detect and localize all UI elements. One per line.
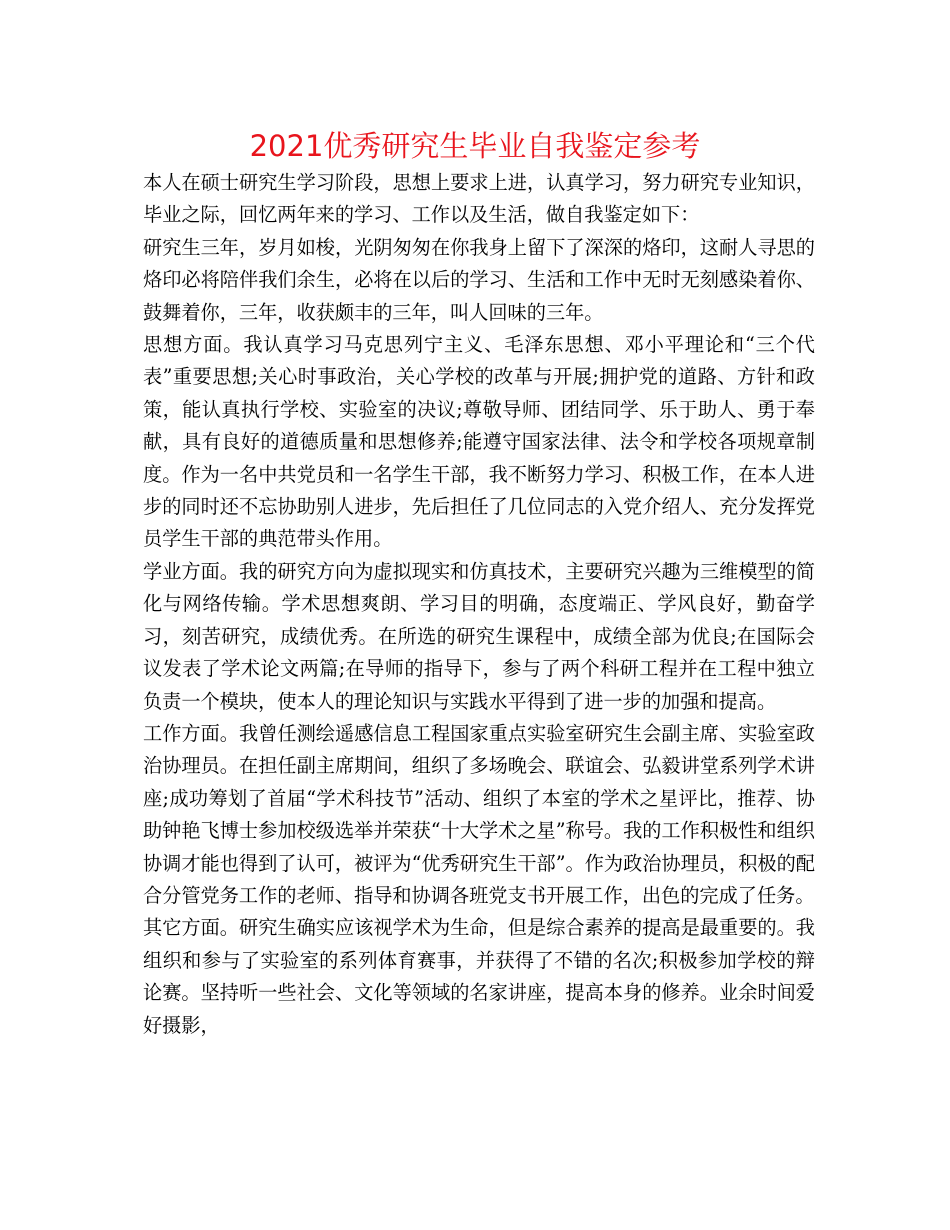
paragraph-academics: 学业方面。我的研究方向为虚拟现实和仿真技术，主要研究兴趣为三维模型的简化与网络传输。学术思想爽朗、学习目的明确，态度端正、学风良好，勤奋学习，刻苦研究，成绩优秀。在所选的研究生课程中，成绩全部为优良;在国际会议发表了学术论文两篇;在导师的指导下，参与了两个科研工程并在工程中独立负责一个模块，使本人的理论知识与实践水平得到了进一步的加强和提高。	[143, 559, 815, 713]
paragraph-overview: 研究生三年，岁月如梭，光阴匆匆在你我身上留下了深深的烙印，这耐人寻思的烙印必将陪伴我们余生，必将在以后的学习、生活和工作中无时无刻感染着你、鼓舞着你，三年，收获颇丰的三年，叫人回味的三年。	[143, 235, 815, 324]
document-title: 2021优秀研究生毕业自我鉴定参考	[249, 129, 701, 163]
paragraph-intro: 本人在硕士研究生学习阶段，思想上要求上进，认真学习，努力研究专业知识，毕业之际，回忆两年来的学习、工作以及生活，做自我鉴定如下：	[143, 171, 815, 227]
paragraph-other: 其它方面。研究生确实应该视学术为生命，但是综合素养的提高是最重要的。我组织和参与了实验室的系列体育赛事，并获得了不错的名次;积极参加学校的辩论赛。坚持听一些社会、文化等领域的名家讲座，提高本身的修养。业余时间爱好摄影，	[143, 916, 815, 1037]
paragraph-work: 工作方面。我曾任测绘遥感信息工程国家重点实验室研究生会副主席、实验室政治协理员。在担任副主席期间，组织了多场晚会、联谊会、弘毅讲堂系列学术讲座;成功筹划了首届“学术科技节”活动、组织了本室的学术之星评比，推荐、协助钟艳飞博士参加校级选举并荣获“十大学术之星”称号。我的工作积极性和组织协调才能也得到了认可，被评为“优秀研究生干部”。作为政治协理员，积极的配合分管党务工作的老师、指导和协调各班党支书开展工作，出色的完成了任务。	[143, 721, 815, 907]
document-body	[143, 167, 815, 1042]
paragraph-ideology: 思想方面。我认真学习马克思列宁主义、毛泽东思想、邓小平理论和“三个代表”重要思想;关心时事政治，关心学校的改革与开展;拥护党的道路、方针和政策，能认真执行学校、实验室的决议;尊敬导师、团结同学、乐于助人、勇于奉献，具有良好的道德质量和思想修养;能遵守国家法律、法令和学校各项规章制度。作为一名中共党员和一名学生干部，我不断努力学习、积极工作，在本人进步的同时还不忘协助别人进步，先后担任了几位同志的入党介绍人、充分发挥党员学生干部的典范带头作用。	[143, 333, 815, 551]
